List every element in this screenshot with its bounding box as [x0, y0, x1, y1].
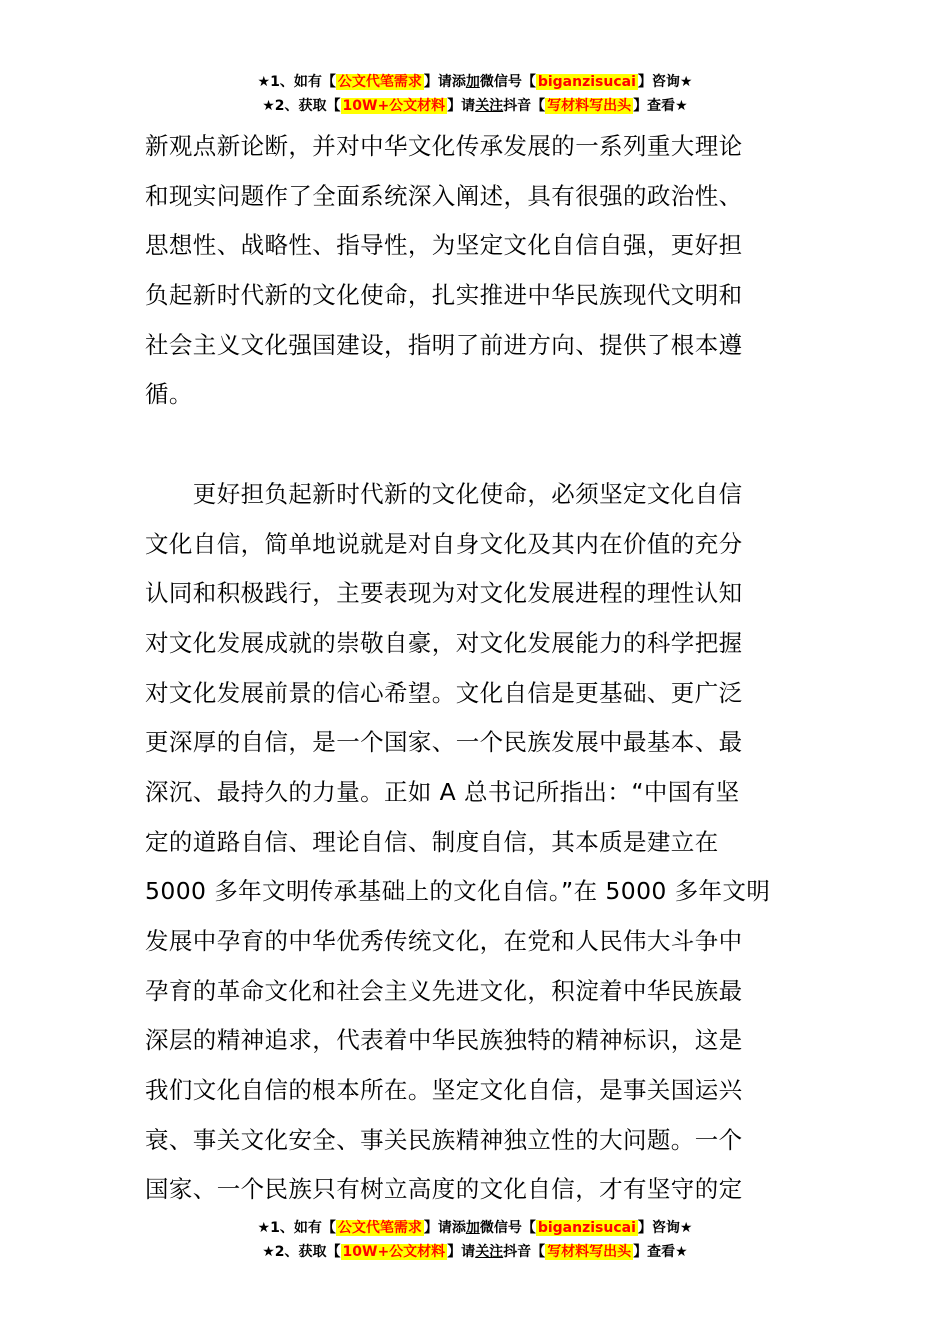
banner-text: ★1、如有【	[257, 74, 336, 90]
banner-highlight: 写材料写出头	[547, 1244, 632, 1260]
footer-banner	[0, 1216, 950, 1264]
text-line: 认同和积极践行，主要表现为对文化发展进程的理性认知	[145, 579, 743, 608]
banner-text: 微信号【	[479, 74, 536, 90]
banner-emphasis: 关注	[475, 1244, 504, 1260]
banner-text: 】请添	[423, 1220, 466, 1236]
text-line: 文化自信，简单地说就是对自身文化及其内在价值的充分	[145, 529, 743, 558]
banner-text: 抖音【	[503, 98, 546, 114]
banner-highlight: 写材料写出头	[547, 98, 632, 114]
text-line: 孕育的革命文化和社会主义先进文化，积淀着中华民族最	[145, 976, 743, 1005]
text-line: 我们文化自信的根本所在。坚定文化自信，是事关国运兴	[145, 1076, 743, 1105]
banner-text: 】咨询★	[637, 1220, 693, 1236]
banner-emphasis: 加	[465, 74, 480, 90]
banner-text: 】请	[447, 98, 476, 114]
banner-highlight: 10W+公文材料	[342, 1244, 446, 1260]
text-line: 对文化发展成就的崇敬自豪，对文化发展能力的科学把握	[145, 628, 743, 657]
banner-text: 抖音【	[503, 1244, 546, 1260]
text-line: 国家、一个民族只有树立高度的文化自信，才有坚守的定	[145, 1175, 743, 1204]
text-line: 新观点新论断，并对中华文化传承发展的一系列重大理论	[145, 132, 743, 160]
banner-highlight: biganzisucai	[537, 1220, 636, 1236]
text-line: 更深厚的自信，是一个国家、一个民族发展中最基本、最	[145, 728, 743, 757]
banner-text: ★2、获取【	[262, 1244, 341, 1260]
text-line: 思想性、战略性、指导性，为坚定文化自信自强，更好担	[145, 231, 743, 260]
header-banner	[0, 70, 950, 118]
banner-text: 微信号【	[479, 1220, 536, 1236]
banner-text: ★2、获取【	[262, 98, 341, 114]
paragraph-2	[145, 470, 805, 1215]
banner-highlight: biganzisucai	[537, 74, 636, 90]
text-line: 社会主义文化强国建设，指明了前进方向、提供了根本遵	[145, 330, 743, 359]
paragraph-1	[145, 122, 805, 420]
banner-text: 】咨询★	[637, 74, 693, 90]
text-line: 定的道路自信、理论自信、制度自信，其本质是建立在	[145, 827, 719, 856]
banner-emphasis: 加	[465, 1220, 480, 1236]
text-line: 深沉、最持久的力量。正如 A 总书记所指出：“中国有坚	[145, 777, 740, 806]
banner-text: 】请添	[423, 74, 466, 90]
banner-line-2	[0, 94, 950, 118]
banner-highlight: 公文代笔需求	[337, 1220, 422, 1236]
banner-text: ★1、如有【	[257, 1220, 336, 1236]
text-line: 和现实问题作了全面系统深入阐述，具有很强的政治性、	[145, 181, 743, 210]
text-line: 衰、事关文化安全、事关民族精神独立性的大问题。一个	[145, 1125, 743, 1154]
text-line: 循。	[145, 380, 193, 409]
banner-highlight: 公文代笔需求	[337, 74, 422, 90]
banner-text: 】查看★	[633, 98, 688, 114]
banner-line-2	[0, 1240, 950, 1264]
text-line: 负起新时代新的文化使命，扎实推进中华民族现代文明和	[145, 281, 743, 310]
text-line: 更好担负起新时代新的文化使命，必须坚定文化自信	[145, 479, 743, 508]
document-body	[145, 122, 805, 1215]
banner-text: 】请	[447, 1244, 476, 1260]
text-line: 对文化发展前景的信心希望。文化自信是更基础、更广泛	[145, 678, 743, 707]
paragraph-gap	[145, 420, 805, 470]
banner-highlight: 10W+公文材料	[342, 98, 446, 114]
banner-line-1	[0, 70, 950, 94]
banner-emphasis: 关注	[475, 98, 504, 114]
banner-line-1	[0, 1216, 950, 1240]
text-line: 深层的精神追求，代表着中华民族独特的精神标识，这是	[145, 1026, 743, 1055]
text-line: 5000 多年文明传承基础上的文化自信。”在 5000 多年文明	[145, 877, 771, 906]
text-line: 发展中孕育的中华优秀传统文化，在党和人民伟大斗争中	[145, 927, 743, 955]
banner-text: 】查看★	[633, 1244, 688, 1260]
